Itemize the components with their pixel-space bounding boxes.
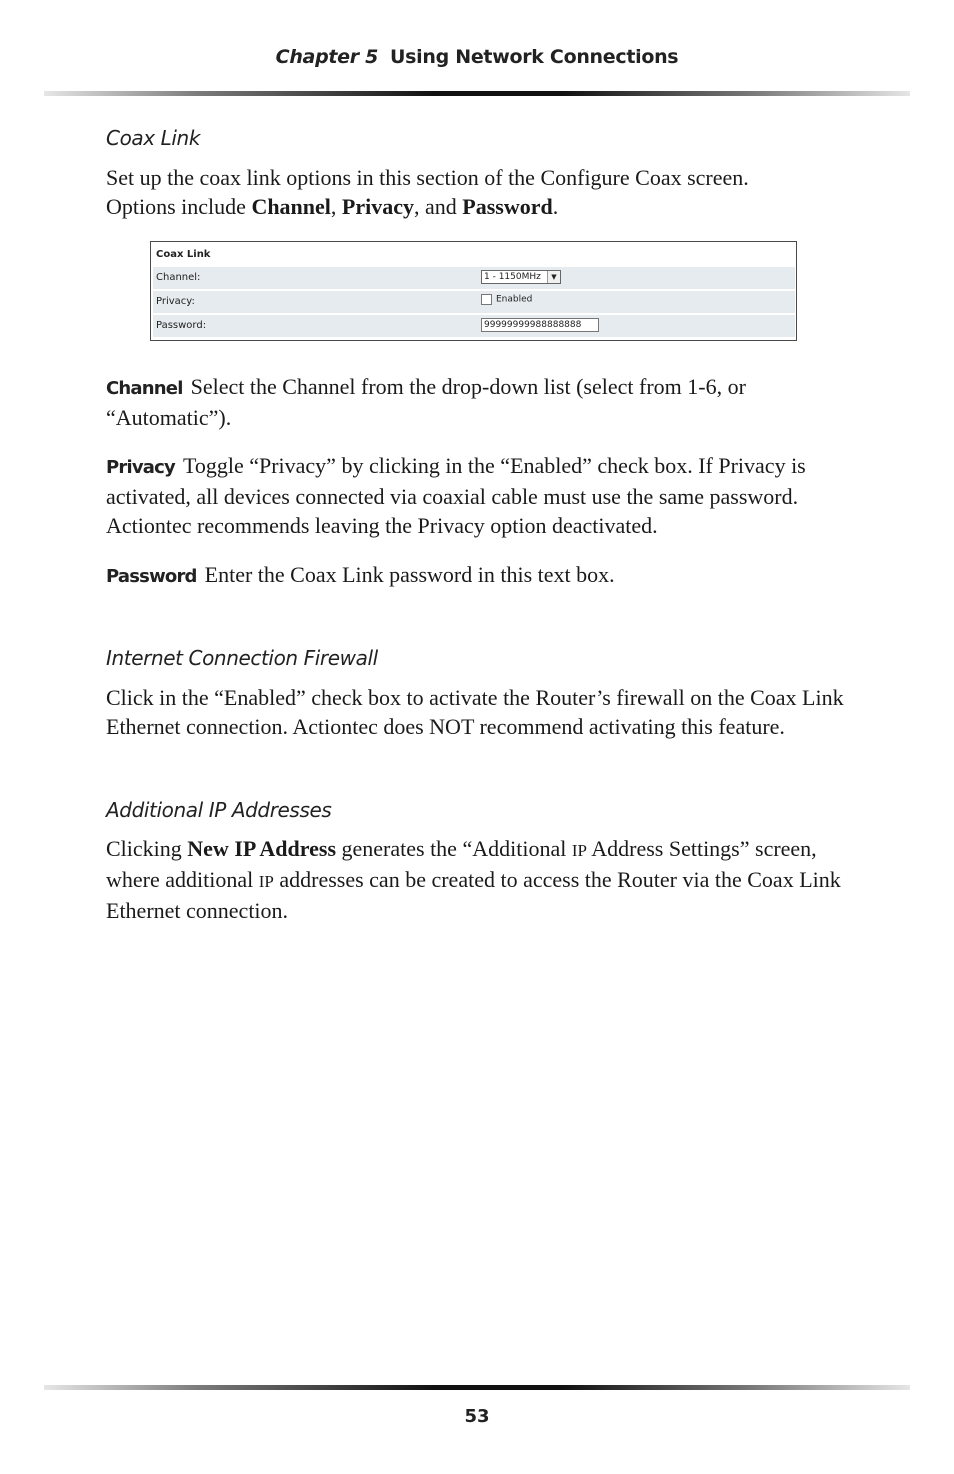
ip-text: addresses can be created to access the Router via the Coax Link Ethernet connection. [106, 867, 841, 923]
channel-term: Channel [106, 378, 183, 399]
password-label: Password: [156, 320, 207, 331]
privacy-enabled-label: Enabled [496, 294, 533, 305]
privacy-enabled-checkbox[interactable] [481, 294, 492, 305]
coax-link-intro [106, 163, 866, 221]
intro-bold-password: Password [462, 194, 553, 219]
password-input[interactable]: 99999999988888888 [481, 318, 599, 332]
privacy-row [153, 290, 795, 313]
coax-link-screenshot [150, 241, 797, 341]
firewall-text: Click in the “Enabled” check box to activate the Router’s firewall on the Coax Link Ethernet connection. Actiontec does NOT recommend activating this feature. [106, 685, 844, 739]
password-definition [106, 560, 866, 591]
chapter-number: Chapter 5 [275, 46, 379, 68]
chevron-down-icon: ▼ [547, 271, 560, 283]
panel-title: Coax Link [156, 249, 211, 260]
ip-abbrev: IP [258, 872, 274, 891]
new-ip-address-bold: New IP Address [187, 836, 337, 861]
page-number: 53 [464, 1406, 490, 1427]
intro-sep: , [330, 194, 342, 219]
channel-select[interactable] [481, 270, 561, 284]
intro-bold-channel: Channel [251, 194, 331, 219]
footer-rule [44, 1385, 910, 1390]
channel-row [153, 266, 795, 289]
intro-end: . [552, 194, 559, 219]
intro-sep: , and [414, 194, 463, 219]
ip-text: Clicking [106, 836, 188, 861]
channel-selected-value: 1 - 1150MHz [484, 272, 541, 282]
ip-text: Address Settings” screen, where additional [106, 836, 817, 892]
privacy-label: Privacy: [156, 296, 195, 307]
firewall-heading: Internet Connection Firewall [106, 646, 378, 670]
ip-abbrev: IP [571, 841, 587, 860]
page-header [0, 46, 954, 68]
intro-bold-privacy: Privacy [341, 194, 415, 219]
privacy-definition [106, 451, 846, 540]
additional-ip-heading: Additional IP Addresses [106, 798, 332, 822]
password-term: Password [106, 566, 197, 587]
additional-ip-text [106, 834, 856, 925]
coax-link-heading: Coax Link [106, 126, 201, 150]
privacy-term: Privacy [106, 457, 175, 478]
password-description: Enter the Coax Link password in this text box. [204, 562, 615, 587]
intro-line-1: Set up the coax link options in this section of the Configure Coax screen. [106, 165, 749, 190]
ip-text: generates the “Additional [336, 836, 572, 861]
chapter-title: Using Network Connections [390, 46, 679, 68]
password-row [153, 314, 795, 337]
channel-label: Channel: [156, 272, 201, 283]
privacy-description: Toggle “Privacy” by clicking in the “Enabled” check box. If Privacy is activated, all devices connected via coaxial cable must use the same password. Actiontec recommends leaving the Privacy option deactivated. [106, 453, 806, 538]
channel-description: Select the Channel from the drop-down list (select from 1-6, or “Automatic”). [106, 374, 746, 430]
channel-definition [106, 372, 866, 432]
header-rule [44, 91, 910, 96]
intro-text: Options include [106, 194, 252, 219]
